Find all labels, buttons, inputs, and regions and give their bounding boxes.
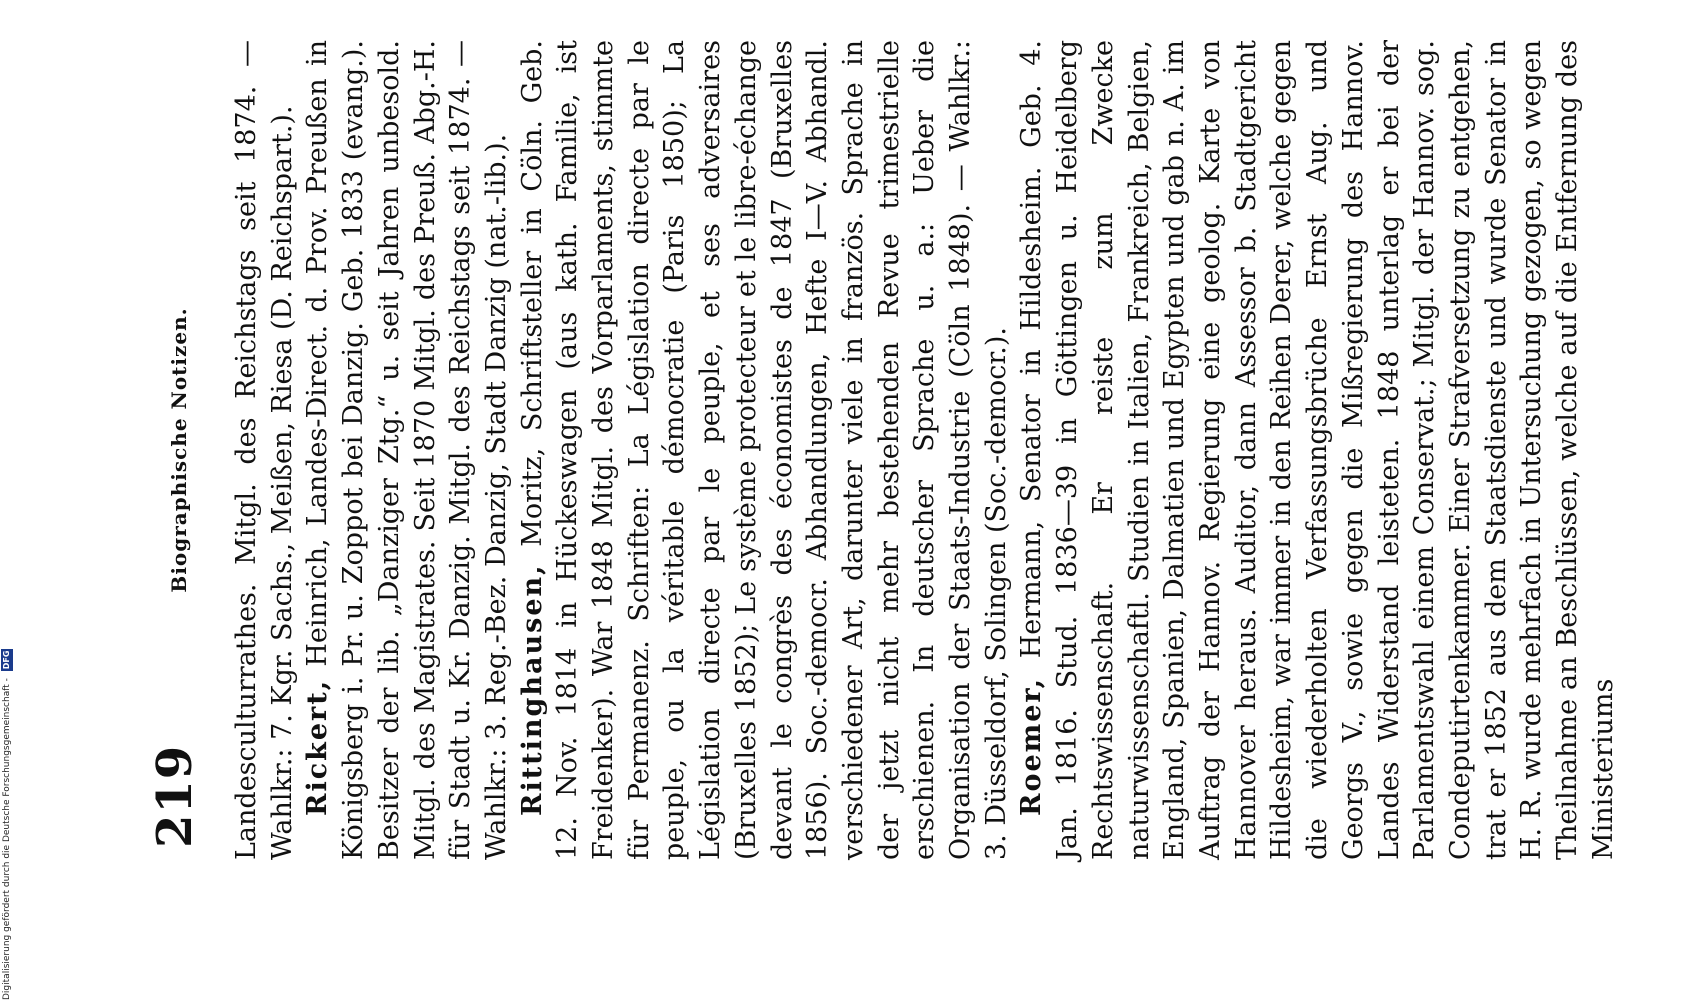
entry-text: Moritz, Schriftsteller in Cöln. Geb. 12. Nov. 1814 in Hückeswagen (aus kath. Familie, ist Freidenker). War 1848 Mitgl. des Vorparlaments, stimmte für Permanenz. Schriften: La Législation directe par le peuple, ou la véritable démocratie (Paris 1850); La Législation directe par le peuple, et ses adversaires (Bruxelles 1852); Le système protecteur et le libre-échange devant le congrès des économistes de 1847 (Bruxelles 1856). Soc.-democr. Abhandlungen, Hefte I—V. Abhandl. verschiedener Art, darunter viele in französ. Sprache in der jetzt nicht mehr bestehenden Revue trimestrielle erschienen. In deutscher Sprache u. a.: Ueber die Organisation der Staats-Industrie (Cöln 1848). — Wahlkr.: 3. Düsseldorf, Solingen (Soc.-democr.). (516, 40, 1012, 860)
page-body (229, 40, 1621, 860)
biography-entry (300, 40, 514, 860)
entry-text: Heinrich, Landes-Direct. d. Prov. Preußen in Königsberg i. Pr. u. Zoppot bei Danzig. Geb. 1833 (evang.). Besitzer der lib. „Danziger Ztg.“ u. seit Jahren unbesold. Mitgl. des Magistrates. Seit 1870 Mitgl. des Preuß. Abg.-H. für Stadt u. Kr. Danzig. Mitgl. des Reichstags seit 1874. — Wahlkr.: 3. Reg.-Bez. Danzig, Stadt Danzig (nat.-lib.). (302, 40, 512, 860)
page-header (143, 40, 213, 860)
biography-entry (515, 40, 1015, 860)
book-page (143, 40, 1619, 860)
entry-text: Hermann, Senator in Hildesheim. Geb. 4. Jan. 1816. Stud. 1836—39 in Göttingen u. Heidelberg Rechtswissenschaft. Er reiste zum Zwecke naturwissenschaftl. Studien in Italien, Frankreich, Belgien, England, Spanien, Dalmatien und Egypten und gab n. A. im Auftrag der Hannov. Regierung eine geolog. Karte von Hannover heraus. Auditor, dann Assessor b. Stadtgericht Hildesheim, war immer in den Reihen Derer, welche gegen die wiederholten Verfassungsbrüche Ernst Aug. und Georgs V., sowie gegen die Mißregierung des Hannov. Landes Widerstand leisteten. 1848 unterlag er bei der Parlamentswahl einem Conservat.; Mitgl. der Hannov. sog. Condeputirtenkammer. Einer Strafversetzung zu entgehen, trat er 1852 aus dem Staatsdienste und wurde Senator in H. R. wurde mehrfach in Untersuchung gezogen, so wegen Theilnahme an Beschlüssen, welche auf die Entfernung des Ministeriums (1016, 40, 1619, 860)
digitization-credit (0, 620, 14, 1000)
dfg-logo: DFG (1, 650, 11, 670)
page-number: 219 (147, 744, 203, 848)
entry-name: Rickert, (302, 678, 334, 816)
running-head: Biographische Notizen. (167, 307, 191, 593)
entry-name: Roemer, (1016, 676, 1048, 816)
credit-text: Digitalisierung gefördert durch die Deutsche Forschungsgemeinschaft - (2, 678, 12, 1000)
continued-paragraph: Landesculturrathes. Mitgl. des Reichstags seit 1874. — Wahlkr.: 7. Kgr. Sachs., Meißen, Riesa (D. Reichspart.). (231, 40, 298, 860)
biography-entry (1014, 40, 1621, 860)
entry-name: Rittinghausen, (516, 563, 548, 816)
